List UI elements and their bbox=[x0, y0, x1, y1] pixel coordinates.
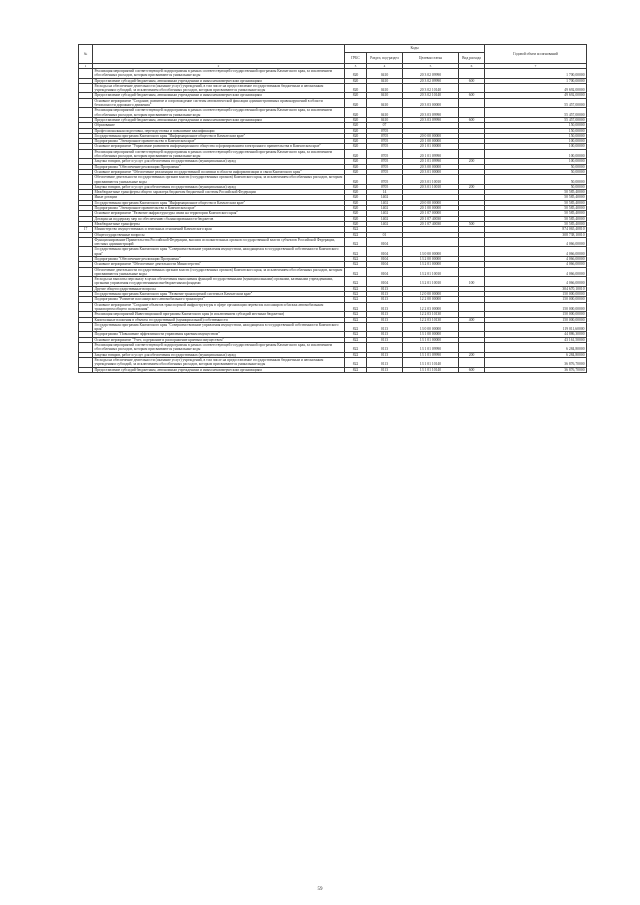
row-expense-type-code: 200 bbox=[459, 159, 485, 164]
row-grbs-code: 822 bbox=[345, 267, 367, 277]
column-number: 6 bbox=[459, 64, 485, 69]
row-grbs-code: 822 bbox=[345, 227, 367, 232]
row-target-article-code: 20 3 02 10140 bbox=[403, 83, 459, 93]
row-grbs-code: 820 bbox=[345, 98, 367, 108]
row-name: Реализация мероприятий Инвестиционной программы Камчатского края (в исключением субсидий местным бюджетам) bbox=[93, 312, 345, 317]
row-name: Государственная программа Камчатского края "Совершенствование управления имуществом, находящимся в государственной собственности Камчатского края" bbox=[93, 322, 345, 332]
row-name: Подпрограмма "Обеспечение реализации Программы" bbox=[93, 256, 345, 261]
row-annual-sum: 6 284,80000 bbox=[485, 343, 587, 353]
row-grbs-code: 820 bbox=[345, 190, 367, 195]
row-annual-sum: 1 700,00000 bbox=[485, 78, 587, 83]
column-number: 2 bbox=[93, 64, 345, 69]
row-name: Обеспечение деятельности государственных органов власти (государственных органов) Камчатского края, за исключением обособленных расходов, которым присваиваются уникальные коды bbox=[93, 267, 345, 277]
row-grbs-code: 820 bbox=[345, 117, 367, 122]
row-name: Основное мероприятие "Развитие инфраструктуры связи на территории Камчатского края" bbox=[93, 211, 345, 216]
row-annual-sum: 50,00000 bbox=[485, 184, 587, 189]
header-expense-type: Вид расхода bbox=[459, 53, 485, 64]
table-row bbox=[79, 357, 587, 367]
row-grbs-code: 822 bbox=[345, 232, 367, 237]
row-target-article-code: 13 2 01 10010 bbox=[403, 277, 459, 287]
row-annual-sum: 4 066,00000 bbox=[485, 256, 587, 261]
table-row bbox=[79, 237, 587, 247]
row-grbs-code: 820 bbox=[345, 139, 367, 144]
row-section-code: 0705 bbox=[367, 139, 403, 144]
row-name: Обеспечение деятельности государственных органов власти (государственных органов) Камчатского края, за исключением обособленных расходов, которым присваиваются уникальные коды bbox=[93, 175, 345, 185]
row-annual-sum: 100,00000 bbox=[485, 159, 587, 164]
row-number bbox=[79, 247, 93, 257]
row-grbs-code: 820 bbox=[345, 123, 367, 128]
row-grbs-code: 820 bbox=[345, 211, 367, 216]
row-target-article-code: 20 1 00 00000 bbox=[403, 206, 459, 211]
row-grbs-code: 820 bbox=[345, 78, 367, 83]
table-row bbox=[79, 108, 587, 118]
row-grbs-code: 820 bbox=[345, 128, 367, 133]
row-annual-sum: 49 692,00000 bbox=[485, 83, 587, 93]
row-grbs-code: 820 bbox=[345, 169, 367, 174]
row-name: Подпрограмма "Электронное правительство в Камчатском крае" bbox=[93, 206, 345, 211]
row-annual-sum: 4 066,00000 bbox=[485, 247, 587, 257]
table-row bbox=[79, 98, 587, 108]
row-name: Государственная программа Камчатского края "Информационное общество в Камчатском крае" bbox=[93, 133, 345, 138]
row-target-article-code: 20 3 03 09990 bbox=[403, 117, 459, 122]
header-annual-sum: Годовой объем ассигнований bbox=[485, 45, 587, 64]
row-name: Предоставление субсидий бюджетным, автономным учреждениям и иным некоммерческим организациям bbox=[93, 367, 345, 372]
row-name: Дотация на поддержку мер по обеспечению сбалансированности бюджетов bbox=[93, 216, 345, 221]
row-grbs-code: 822 bbox=[345, 337, 367, 342]
row-section-code: 0410 bbox=[367, 93, 403, 98]
page-number: 59 bbox=[317, 887, 323, 892]
row-grbs-code: 822 bbox=[345, 322, 367, 332]
row-name: Закупка товаров, работ и услуг для обеспечения государственных (муниципальных) нужд bbox=[93, 352, 345, 357]
row-expense-type-code bbox=[459, 69, 485, 79]
row-section-code: 0705 bbox=[367, 184, 403, 189]
row-name: Государственная программа Камчатского края "Совершенствование управления имуществом, находящимся в государственной собственности Камчатского края" bbox=[93, 247, 345, 257]
row-annual-sum: 50 585,40000 bbox=[485, 190, 587, 195]
row-name: Подпрограмма "Повышение эффективности управления краевым имуществом" bbox=[93, 332, 345, 337]
row-target-article-code: 20 3 00 00000 bbox=[403, 164, 459, 169]
row-annual-sum: 43 161,50000 bbox=[485, 337, 587, 342]
row-section-code: 0104 bbox=[367, 256, 403, 261]
row-grbs-code: 822 bbox=[345, 357, 367, 367]
row-name: Реализация мероприятий соответствующей подпрограммы в рамках соответствующей государственной программы Камчатского края, за исключением обособленных расходов, которым присваиваются уникальные коды bbox=[93, 108, 345, 118]
row-target-article-code: 20 1 07 40030 bbox=[403, 216, 459, 221]
row-grbs-code: 822 bbox=[345, 237, 367, 247]
row-section-code: 0705 bbox=[367, 133, 403, 138]
row-target-article-code: 13 1 01 00000 bbox=[403, 337, 459, 342]
row-name: Министерство имущественных и земельных отношений Камчатского края bbox=[93, 227, 345, 232]
row-name: Основное мероприятие "Обеспечение деятельности Министерства" bbox=[93, 262, 345, 267]
row-grbs-code: 820 bbox=[345, 69, 367, 79]
row-name: Предоставление субсидий бюджетным, автономным учреждениям и иным некоммерческим организациям bbox=[93, 78, 345, 83]
row-section-code: 0410 bbox=[367, 98, 403, 108]
row-name: Расходы на обеспечение деятельности (оказание услуг) учреждений, в том числе на предоставление государственным бюджетным и автономным учреждениям субсидий, за исключением обособленных расходов, которым присваиваются уникальные коды bbox=[93, 83, 345, 93]
row-grbs-code: 820 bbox=[345, 164, 367, 169]
row-name: Подпрограмма "Обеспечение реализации Программы" bbox=[93, 164, 345, 169]
row-target-article-code: 20 1 00 00000 bbox=[403, 139, 459, 144]
row-target-article-code: 20 3 02 10140 bbox=[403, 93, 459, 98]
row-grbs-code: 822 bbox=[345, 332, 367, 337]
row-grbs-code: 820 bbox=[345, 216, 367, 221]
row-target-article-code: 12 2 03 10130 bbox=[403, 312, 459, 317]
row-section-code: 0113 bbox=[367, 337, 403, 342]
row-target-article-code: 20 3 03 00000 bbox=[403, 98, 459, 108]
row-name: Предоставление субсидий бюджетным, автономным учреждениям и иным некоммерческим организациям bbox=[93, 117, 345, 122]
table-row bbox=[79, 175, 587, 185]
row-annual-sum: 49 692,00000 bbox=[485, 93, 587, 98]
row-annual-sum: 50 585,40000 bbox=[485, 216, 587, 221]
row-target-article-code: 13 2 01 10010 bbox=[403, 267, 459, 277]
row-expense-type-code: 200 bbox=[459, 184, 485, 189]
row-expense-type-code bbox=[459, 83, 485, 93]
row-number bbox=[79, 367, 93, 372]
header-name bbox=[93, 45, 345, 64]
row-grbs-code: 820 bbox=[345, 108, 367, 118]
row-annual-sum: 50 585,40000 bbox=[485, 195, 587, 200]
row-expense-type-code bbox=[459, 175, 485, 185]
row-number bbox=[79, 108, 93, 118]
row-section-code: 0705 bbox=[367, 149, 403, 159]
row-target-article-code: 13 1 01 09990 bbox=[403, 352, 459, 357]
row-expense-type-code: 600 bbox=[459, 367, 485, 372]
row-annual-sum: 150,00000 bbox=[485, 128, 587, 133]
row-grbs-code: 822 bbox=[345, 247, 367, 257]
table-row bbox=[79, 343, 587, 353]
budget-table-page bbox=[78, 44, 586, 373]
row-target-article-code: 20 1 01 09990 bbox=[403, 149, 459, 159]
row-annual-sum: 50,00000 bbox=[485, 175, 587, 185]
row-annual-sum: 36 876,70000 bbox=[485, 357, 587, 367]
row-target-article-code: 20 1 07 00000 bbox=[403, 211, 459, 216]
row-section-code: 0410 bbox=[367, 78, 403, 83]
row-name: Общегосударственные вопросы bbox=[93, 232, 345, 237]
row-grbs-code: 822 bbox=[345, 343, 367, 353]
row-expense-type-code: 400 bbox=[459, 317, 485, 322]
row-name: Основное мероприятие "Учет, содержание и распоряжение краевым имуществом" bbox=[93, 337, 345, 342]
row-name: Реализация мероприятий соответствующей подпрограммы в рамках соответствующей государственной программы Камчатского края, за исключением обособленных расходов, которым присваиваются уникальные коды bbox=[93, 343, 345, 353]
row-grbs-code: 822 bbox=[345, 317, 367, 322]
row-expense-type-code bbox=[459, 357, 485, 367]
row-section-code: 1402 bbox=[367, 200, 403, 205]
table-row bbox=[79, 302, 587, 312]
row-section-code: 1402 bbox=[367, 221, 403, 226]
row-grbs-code: 822 bbox=[345, 277, 367, 287]
row-number bbox=[79, 302, 93, 312]
row-annual-sum: 150 000,00000 bbox=[485, 317, 587, 322]
row-section-code: 0410 bbox=[367, 108, 403, 118]
row-expense-type-code bbox=[459, 98, 485, 108]
row-annual-sum: 50 585,40000 bbox=[485, 211, 587, 216]
row-target-article-code: 20 1 01 09990 bbox=[403, 159, 459, 164]
row-expense-type-code: 600 bbox=[459, 117, 485, 122]
row-grbs-code: 822 bbox=[345, 292, 367, 297]
row-name: Расходы на выплаты персоналу в целях обеспечения выполнения функций государственными (муниципальными) органами, казенными учреждениями, органами управления государственными внебюджетными фондами bbox=[93, 277, 345, 287]
row-expense-type-code bbox=[459, 322, 485, 332]
row-target-article-code: 20 1 01 00000 bbox=[403, 144, 459, 149]
row-target-article-code: 20 3 03 09990 bbox=[403, 108, 459, 118]
row-expense-type-code: 600 bbox=[459, 93, 485, 98]
row-grbs-code: 822 bbox=[345, 297, 367, 302]
row-annual-sum: 150 000,00000 bbox=[485, 292, 587, 297]
row-annual-sum: 150 000,00000 bbox=[485, 297, 587, 302]
row-section-code: 1402 bbox=[367, 216, 403, 221]
row-section-code: 0705 bbox=[367, 175, 403, 185]
row-annual-sum: 50,00000 bbox=[485, 164, 587, 169]
row-grbs-code: 822 bbox=[345, 367, 367, 372]
row-name: Основное мероприятие "Обеспечение реализации государственной политики в области информатизации и связи Камчатского края" bbox=[93, 169, 345, 174]
row-expense-type-code: 100 bbox=[459, 277, 485, 287]
table-row bbox=[79, 149, 587, 159]
table-row bbox=[79, 322, 587, 332]
column-number: 4 bbox=[367, 64, 403, 69]
row-section-code: 0705 bbox=[367, 164, 403, 169]
row-name: Государственная программа Камчатского края "Информационное общество в Камчатском крае" bbox=[93, 200, 345, 205]
row-name: Подпрограмма "Электронное правительство в Камчатском крае" bbox=[93, 139, 345, 144]
row-grbs-code: 820 bbox=[345, 144, 367, 149]
row-annual-sum: 4 066,00000 bbox=[485, 262, 587, 267]
row-name: Закупка товаров, работ и услуг для обеспечения государственных (муниципальных) нужд bbox=[93, 184, 345, 189]
row-name: Образование bbox=[93, 123, 345, 128]
row-number bbox=[79, 267, 93, 277]
row-target-article-code: 20 0 00 00000 bbox=[403, 200, 459, 205]
row-grbs-code: 822 bbox=[345, 286, 367, 291]
row-grbs-code: 820 bbox=[345, 149, 367, 159]
row-annual-sum: 150 000,00000 bbox=[485, 302, 587, 312]
table-row bbox=[79, 367, 587, 372]
row-expense-type-code: 200 bbox=[459, 352, 485, 357]
row-grbs-code: 822 bbox=[345, 352, 367, 357]
column-number: 5 bbox=[403, 64, 459, 69]
row-section-code: 0410 bbox=[367, 117, 403, 122]
row-number bbox=[79, 98, 93, 108]
row-section-code: 0113 bbox=[367, 332, 403, 337]
row-grbs-code: 820 bbox=[345, 133, 367, 138]
row-section-code: 0113 bbox=[367, 297, 403, 302]
row-grbs-code: 822 bbox=[345, 256, 367, 261]
row-section-code: 0705 bbox=[367, 169, 403, 174]
row-target-article-code: 12 0 00 00000 bbox=[403, 292, 459, 297]
row-target-article-code: 13 0 00 00000 bbox=[403, 247, 459, 257]
row-number bbox=[79, 149, 93, 159]
row-expense-type-code bbox=[459, 343, 485, 353]
row-number bbox=[79, 175, 93, 185]
row-section-code: 1402 bbox=[367, 206, 403, 211]
row-section-code: 0113 bbox=[367, 343, 403, 353]
row-target-article-code: 13 2 01 00000 bbox=[403, 262, 459, 267]
row-name: Закупка товаров, работ и услуг для обеспечения государственных (муниципальных) нужд bbox=[93, 159, 345, 164]
row-expense-type-code bbox=[459, 267, 485, 277]
row-section-code: 0104 bbox=[367, 277, 403, 287]
table-row bbox=[79, 69, 587, 79]
table-row bbox=[79, 267, 587, 277]
row-number bbox=[79, 237, 93, 247]
table-row bbox=[79, 247, 587, 257]
row-expense-type-code: 500 bbox=[459, 221, 485, 226]
row-section-code: 01 bbox=[367, 232, 403, 237]
row-annual-sum: 150,00000 bbox=[485, 133, 587, 138]
budget-table-body bbox=[79, 69, 587, 373]
row-name: Иные дотации bbox=[93, 195, 345, 200]
row-grbs-code: 820 bbox=[345, 206, 367, 211]
row-name: Основное мероприятие "Создание объектов транспортной инфраструктуры в сфере организации перевозок пассажиров и багажа автомобильным транспортом общего пользования" bbox=[93, 302, 345, 312]
column-number: 3 bbox=[345, 64, 367, 69]
row-name: Капитальные вложения в объекты государственной (муниципальной) собственности bbox=[93, 317, 345, 322]
row-annual-sum: 50 585,40000 bbox=[485, 221, 587, 226]
row-annual-sum: 150,00000 bbox=[485, 123, 587, 128]
header-codes-group: Коды bbox=[345, 45, 485, 53]
row-section-code: 1402 bbox=[367, 211, 403, 216]
row-annual-sum: 874 065,40810 bbox=[485, 227, 587, 232]
row-grbs-code: 820 bbox=[345, 93, 367, 98]
row-target-article-code: 20 1 07 40030 bbox=[403, 221, 459, 226]
row-section-code: 0113 bbox=[367, 352, 403, 357]
row-annual-sum: 4 066,00000 bbox=[485, 237, 587, 247]
row-annual-sum: 50 585,40000 bbox=[485, 200, 587, 205]
row-grbs-code: 820 bbox=[345, 200, 367, 205]
row-target-article-code: 12 2 03 10130 bbox=[403, 317, 459, 322]
header-target-article: Целевая статья bbox=[403, 53, 459, 64]
row-target-article-code: 13 1 01 09990 bbox=[403, 343, 459, 353]
row-expense-type-code bbox=[459, 149, 485, 159]
row-target-article-code: 20 3 02 09990 bbox=[403, 78, 459, 83]
row-name: Основное мероприятие "Создание, развитие и сопровождение системы автоматической фиксации административных правонарушений в области безопасности дорожного движения" bbox=[93, 98, 345, 108]
row-section-code: 0113 bbox=[367, 357, 403, 367]
row-section-code: 0113 bbox=[367, 367, 403, 372]
row-number bbox=[79, 69, 93, 79]
row-grbs-code: 820 bbox=[345, 83, 367, 93]
row-annual-sum: 50 585,40000 bbox=[485, 206, 587, 211]
row-section-code: 0113 bbox=[367, 322, 403, 332]
row-section-code: 0410 bbox=[367, 83, 403, 93]
row-expense-type-code bbox=[459, 237, 485, 247]
row-number bbox=[79, 322, 93, 332]
row-section-code: 0104 bbox=[367, 237, 403, 247]
row-annual-sum: 55 457,00000 bbox=[485, 98, 587, 108]
row-annual-sum: 44 886,30000 bbox=[485, 332, 587, 337]
row-number bbox=[79, 83, 93, 93]
row-annual-sum: 50,00000 bbox=[485, 169, 587, 174]
row-number bbox=[79, 343, 93, 353]
row-annual-sum: 1 700,00000 bbox=[485, 69, 587, 79]
row-annual-sum: 119 011,60000 bbox=[485, 322, 587, 332]
row-target-article-code: 20 3 02 09990 bbox=[403, 69, 459, 79]
column-number: 7 bbox=[485, 64, 587, 69]
row-annual-sum: 55 457,00000 bbox=[485, 117, 587, 122]
row-grbs-code: 822 bbox=[345, 262, 367, 267]
row-section-code: 0410 bbox=[367, 69, 403, 79]
row-annual-sum: 100,00000 bbox=[485, 149, 587, 159]
row-number bbox=[79, 357, 93, 367]
table-row bbox=[79, 277, 587, 287]
row-name: Реализация мероприятий соответствующей подпрограммы в рамках соответствующей государственной программы Камчатского края, за исключением обособленных расходов, которым присваиваются уникальные коды bbox=[93, 149, 345, 159]
column-number: 1 bbox=[79, 64, 93, 69]
row-grbs-code: 820 bbox=[345, 195, 367, 200]
row-grbs-code: 820 bbox=[345, 221, 367, 226]
row-annual-sum: 55 457,00000 bbox=[485, 108, 587, 118]
row-annual-sum: 100,00000 bbox=[485, 144, 587, 149]
row-target-article-code: 13 0 00 00000 bbox=[403, 322, 459, 332]
row-name: Подпрограмма "Развитие пассажирского автомобильного транспорта" bbox=[93, 297, 345, 302]
row-grbs-code: 820 bbox=[345, 175, 367, 185]
row-section-code: 0705 bbox=[367, 159, 403, 164]
row-grbs-code: 822 bbox=[345, 312, 367, 317]
row-target-article-code: 12 2 00 00000 bbox=[403, 297, 459, 302]
row-section-code: 07 bbox=[367, 123, 403, 128]
row-section-code: 0705 bbox=[367, 144, 403, 149]
row-target-article-code: 13 1 01 10140 bbox=[403, 357, 459, 367]
row-target-article-code: 20 3 01 00000 bbox=[403, 169, 459, 174]
row-target-article-code: 12 2 03 00000 bbox=[403, 302, 459, 312]
row-target-article-code: 20 3 01 10010 bbox=[403, 175, 459, 185]
row-section-code: 0104 bbox=[367, 262, 403, 267]
row-annual-sum: 100,00000 bbox=[485, 139, 587, 144]
row-name: Государственная программа Камчатского края "Развитие транспортной системы в Камчатском крае" bbox=[93, 292, 345, 297]
row-annual-sum: 150 000,00000 bbox=[485, 312, 587, 317]
row-name: Другие общегосударственные вопросы bbox=[93, 286, 345, 291]
row-name: Функционирование Правительства Российской Федерации, высших исполнительных органов государственной власти субъектов Российской Федерации, местных администраций bbox=[93, 237, 345, 247]
row-expense-type-code: 600 bbox=[459, 78, 485, 83]
row-section-code: 0104 bbox=[367, 247, 403, 257]
row-section-code: 14 bbox=[367, 190, 403, 195]
row-name: Расходы на обеспечение деятельности (оказание услуг) учреждений, в том числе на предоставление государственным бюджетным и автономным учреждениям субсидий, за исключением обособленных расходов, которым присваиваются уникальные коды bbox=[93, 357, 345, 367]
row-section-code: 0113 bbox=[367, 317, 403, 322]
row-number bbox=[79, 277, 93, 287]
row-name: Реализация мероприятий соответствующей подпрограммы в рамках соответствующей государственной программы Камчатского края, за исключением обособленных расходов, которым присваиваются уникальные коды bbox=[93, 69, 345, 79]
row-name: Межбюджетные трансферты bbox=[93, 221, 345, 226]
row-annual-sum: 308 738,10010 bbox=[485, 232, 587, 237]
row-target-article-code: 13 1 01 10140 bbox=[403, 367, 459, 372]
row-grbs-code: 820 bbox=[345, 184, 367, 189]
row-name: Межбюджетные трансферты общего характера бюджетам бюджетной системы Российской Федерации bbox=[93, 190, 345, 195]
row-expense-type-code bbox=[459, 247, 485, 257]
budget-table bbox=[78, 44, 587, 373]
row-target-article-code: 13 1 00 00000 bbox=[403, 332, 459, 337]
row-annual-sum: 4 066,00000 bbox=[485, 277, 587, 287]
row-annual-sum: 36 876,70000 bbox=[485, 367, 587, 372]
row-expense-type-code bbox=[459, 108, 485, 118]
header-number: № bbox=[79, 45, 93, 64]
row-number: 17 bbox=[79, 227, 93, 232]
row-annual-sum: 304 670,10010 bbox=[485, 286, 587, 291]
row-grbs-code: 820 bbox=[345, 159, 367, 164]
row-grbs-code: 822 bbox=[345, 302, 367, 312]
row-target-article-code bbox=[403, 237, 459, 247]
row-section-code: 0113 bbox=[367, 286, 403, 291]
header-section: Раздел, под-раздел bbox=[367, 53, 403, 64]
row-target-article-code: 20 3 01 10010 bbox=[403, 184, 459, 189]
row-expense-type-code bbox=[459, 302, 485, 312]
row-annual-sum: 6 284,80000 bbox=[485, 352, 587, 357]
row-section-code: 0113 bbox=[367, 292, 403, 297]
row-section-code: 0705 bbox=[367, 128, 403, 133]
header-grbs: ГРБС bbox=[345, 53, 367, 64]
row-section-code: 0113 bbox=[367, 302, 403, 312]
row-target-article-code: 13 2 00 00000 bbox=[403, 256, 459, 261]
row-section-code: 0113 bbox=[367, 312, 403, 317]
row-target-article-code: 20 0 00 00000 bbox=[403, 133, 459, 138]
row-name: Профессиональная подготовка, переподготовка и повышение квалификации bbox=[93, 128, 345, 133]
row-name: Предоставление субсидий бюджетным, автономным учреждениям и иным некоммерческим организациям bbox=[93, 93, 345, 98]
row-section-code: 0104 bbox=[367, 267, 403, 277]
row-section-code: 1402 bbox=[367, 195, 403, 200]
table-row bbox=[79, 83, 587, 93]
row-name: Основное мероприятие "Управление развитием информационного общества и формированием электронного правительства в Камчатском крае" bbox=[93, 144, 345, 149]
row-annual-sum: 4 066,00000 bbox=[485, 267, 587, 277]
